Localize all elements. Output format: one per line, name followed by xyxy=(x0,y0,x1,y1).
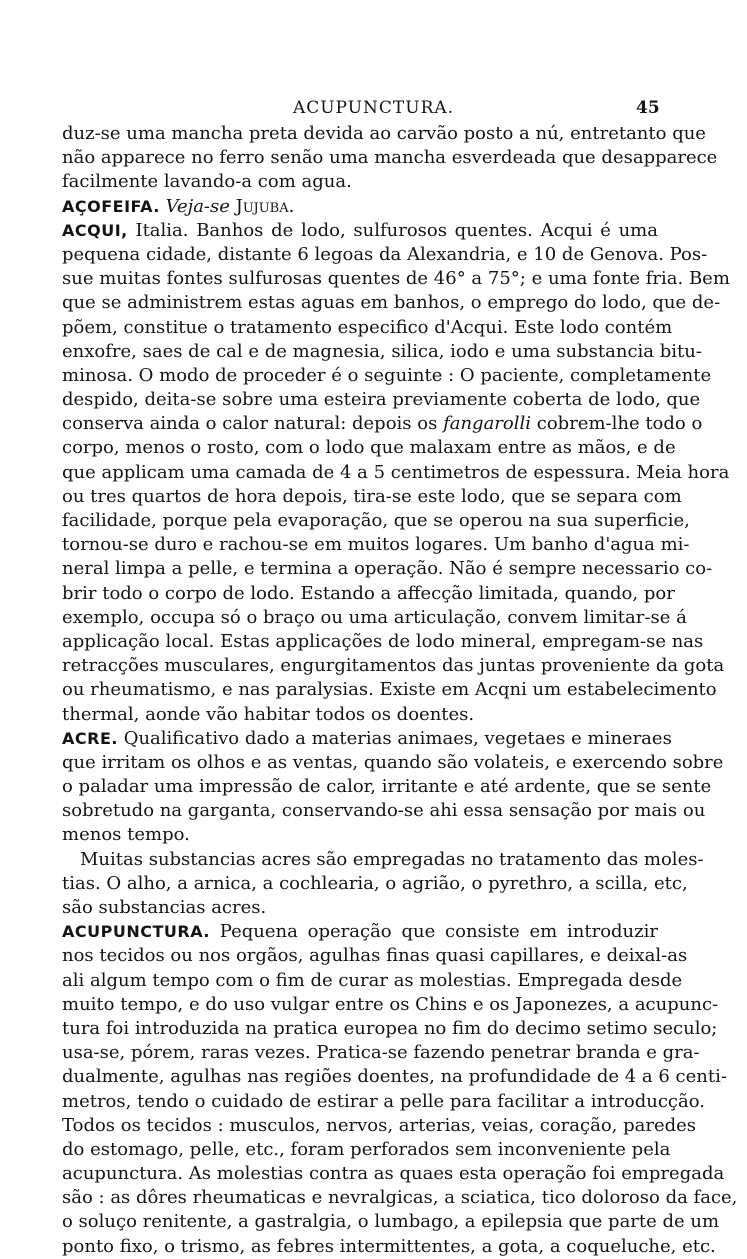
line-text: ponto fixo, o trismo, as febres intermittentes, a gota, a coqueluche, etc. xyxy=(62,1235,716,1257)
text-line xyxy=(62,630,704,654)
text-line xyxy=(62,243,708,267)
entry-headword: ACRE. xyxy=(62,728,118,748)
text-line xyxy=(62,1186,738,1210)
line-text: Muitas substancias acres são empregadas no tratamento das moles- xyxy=(80,848,704,870)
text-line xyxy=(62,606,687,630)
text-line xyxy=(62,775,712,799)
line-text: não apparece no ferro senão uma mancha esverdeada que desapparece xyxy=(62,147,718,169)
text-line xyxy=(62,146,718,170)
line-text: facilidade, porque pela evaporação, que se operou na sua superficie, xyxy=(62,510,690,531)
text-line xyxy=(62,1017,718,1041)
line-text: são substancias acres. xyxy=(62,897,267,918)
line-text: tias. O alho, a arnica, a cochlearia, o agrião, o pyrethro, a scilla, etc, xyxy=(62,872,688,894)
text-line xyxy=(62,1114,697,1138)
line-text: pequena cidade, distante 6 legoas da Alexandria, e 10 de Genova. Pos- xyxy=(62,243,708,265)
text-line xyxy=(62,703,658,727)
text-line xyxy=(62,751,724,775)
text-line xyxy=(62,582,675,606)
entry-headword: ACUPUNCTURA. xyxy=(62,922,210,942)
text-line xyxy=(62,388,701,412)
text-line xyxy=(62,1162,725,1186)
line-text: duz-se uma mancha preta devida ao carvão posto a nú, entretanto que xyxy=(62,123,706,144)
entry-headword: AÇOFEIFA. xyxy=(62,196,160,216)
text-line xyxy=(62,799,706,823)
running-title: ACUPUNCTURA. xyxy=(292,98,455,118)
line-text: Todos os tecidos : musculos, nervos, arterias, veias, coração, paredes xyxy=(62,1114,697,1136)
line-text: põem, constitue o tratamento especifico d'Acqui. Este lodo contém xyxy=(62,316,673,338)
line-text-continued: cobrem-lhe todo o xyxy=(536,413,703,435)
text-line xyxy=(62,727,672,751)
text-line xyxy=(62,557,713,581)
line-text: que se administrem estas aguas em banhos, o emprego do lodo, que de- xyxy=(62,292,721,314)
text-line xyxy=(62,1210,720,1234)
text-line xyxy=(62,944,688,968)
text-line xyxy=(62,267,730,291)
line-text: brir todo o corpo de lodo. Estando a affecção limitada, quando, por xyxy=(62,582,675,604)
page-number: 45 xyxy=(636,98,660,118)
text-line xyxy=(62,896,658,920)
line-text: facilmente lavando-a com agua. xyxy=(62,171,352,193)
line-text: exemplo, occupa só o braço ou uma articulação, convem limitar-se á xyxy=(62,606,687,628)
text-line xyxy=(62,170,658,194)
text-line xyxy=(62,291,721,315)
line-text: tura foi introduzida na pratica europea no fim do decimo setimo seculo; xyxy=(62,1017,718,1039)
text-line xyxy=(62,195,658,219)
text-line xyxy=(62,436,676,460)
text-line xyxy=(62,654,725,678)
line-text: o paladar uma impressão de calor, irritante e até ardente, que se sente xyxy=(62,776,712,798)
text-line xyxy=(62,316,673,340)
text-line xyxy=(62,412,703,436)
line-text: conserva ainda o calor natural: depois os xyxy=(62,413,438,435)
line-text: muito tempo, e do uso vulgar entre os Chins e os Japonezes, a acupunc- xyxy=(62,993,719,1015)
text-line xyxy=(62,485,682,509)
line-text: acupunctura. As molestias contra as quaes esta operação foi empregada xyxy=(62,1163,725,1185)
cross-reference-label: Veja-se xyxy=(165,195,230,217)
entry-headword: ACQUI, xyxy=(62,220,128,240)
italic-term: fangarolli xyxy=(443,413,532,435)
line-text: Qualificativo dado a materias animaes, vegetaes e mineraes xyxy=(123,727,672,749)
text-line xyxy=(62,1065,727,1089)
cross-reference-target: Jujuba. xyxy=(235,195,295,217)
text-line xyxy=(62,219,658,243)
text-line xyxy=(62,1138,671,1162)
line-text: dualmente, agulhas nas regiões doentes, na profundidade de 4 a 6 centi- xyxy=(62,1066,727,1088)
text-line xyxy=(62,461,730,485)
line-text: neral limpa a pelle, e termina a operação. Não é sempre necessario co- xyxy=(62,558,713,580)
line-text: sobretudo na garganta, conservando-se ahi essa sensação por mais ou xyxy=(62,800,706,822)
line-text: ali algum tempo com o fim de curar as molestias. Empregada desde xyxy=(62,969,683,991)
text-line xyxy=(62,1041,700,1065)
text-line xyxy=(62,1235,716,1259)
text-line xyxy=(62,509,690,533)
text-line xyxy=(62,848,704,872)
line-text: que irritam os olhos e as ventas, quando são volateis, e exercendo sobre xyxy=(62,751,724,773)
text-line xyxy=(62,533,690,557)
line-text: Italia. Banhos de lodo, sulfurosos quentes. Acqui é uma xyxy=(135,219,658,241)
line-text: o soluço renitente, a gastralgia, o lumbago, a epilepsia que parte de um xyxy=(62,1211,720,1233)
line-text: que applicam uma camada de 4 a 5 centimetros de espessura. Meia hora xyxy=(62,461,730,483)
line-text: ou tres quartos de hora depois, tira-se este lodo, que se separa com xyxy=(62,485,682,507)
line-text: ou rheumatismo, e nas paralysias. Existe em Acqni um estabelecimento xyxy=(62,679,717,701)
line-text: menos tempo. xyxy=(62,824,190,846)
line-text: são : as dôres rheumaticas e nevralgicas, a sciatica, tico doloroso da face, xyxy=(62,1187,738,1209)
text-line xyxy=(62,993,719,1017)
line-text: retracções musculares, engurgitamentos das juntas proveniente da gota xyxy=(62,655,725,677)
line-text: corpo, menos o rosto, com o lodo que malaxam entre as mãos, e de xyxy=(62,437,676,459)
line-text: thermal, aonde vão habitar todos os doentes. xyxy=(62,703,475,725)
line-text: enxofre, saes de cal e de magnesia, silica, iodo e uma substancia bitu- xyxy=(62,340,702,362)
line-text: metros, tendo o cuidado de estirar a pelle para facilitar a introducção. xyxy=(62,1090,705,1112)
text-line xyxy=(62,872,688,896)
text-line xyxy=(62,364,712,388)
line-text: Pequena operação que consiste em introduzir xyxy=(219,921,658,943)
line-text: nos tecidos ou nos orgãos, agulhas finas quasi capillares, e deixal-as xyxy=(62,945,688,967)
line-text: applicação local. Estas applicações de lodo mineral, empregam-se nas xyxy=(62,630,704,652)
text-line xyxy=(62,678,717,702)
line-text: minosa. O modo de proceder é o seguinte : O paciente, completamente xyxy=(62,364,712,386)
line-text: sue muitas fontes sulfurosas quentes de 46° a 75°; e uma fonte fria. Bem xyxy=(62,268,730,290)
line-text: despido, deita-se sobre uma esteira previamente coberta de lodo, que xyxy=(62,389,701,411)
text-line xyxy=(62,122,706,146)
text-line xyxy=(62,920,658,944)
text-line xyxy=(62,823,658,847)
line-text: do estomago, pelle, etc., foram perforados sem inconveniente pela xyxy=(62,1138,671,1160)
dictionary-text-block xyxy=(62,122,738,1259)
line-text: usa-se, pórem, raras vezes. Pratica-se fazendo penetrar branda e gra- xyxy=(62,1042,700,1064)
line-text: tornou-se duro e rachou-se em muitos logares. Um banho d'agua mi- xyxy=(62,534,690,556)
text-line xyxy=(62,969,683,993)
text-line xyxy=(62,1090,705,1114)
text-line xyxy=(62,340,702,364)
